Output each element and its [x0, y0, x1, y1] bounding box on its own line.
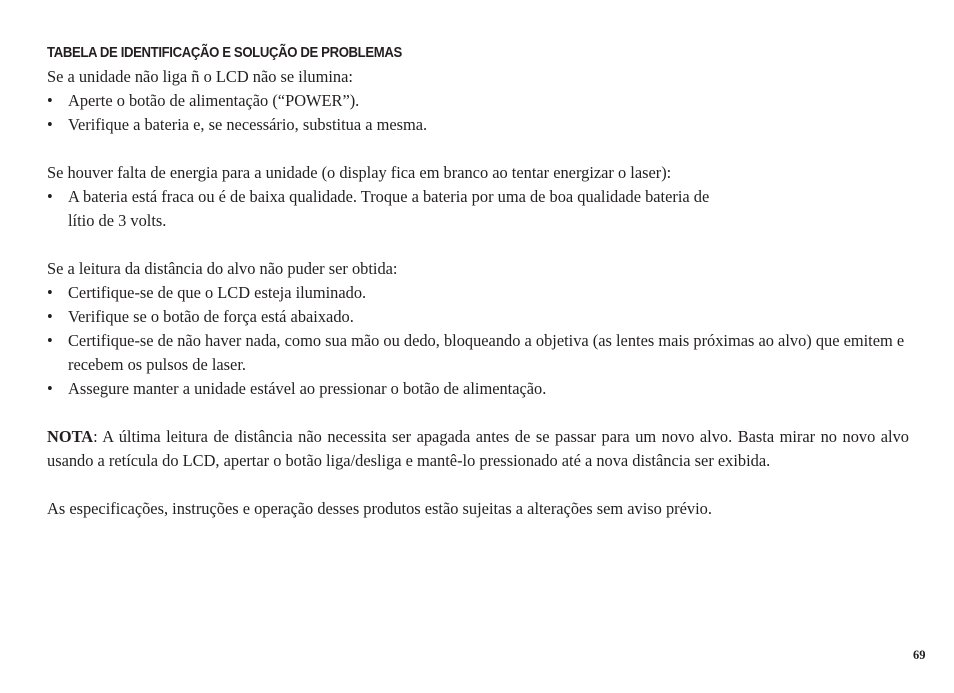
note-paragraph	[47, 425, 909, 473]
note-label: NOTA	[47, 427, 94, 446]
bullet-icon: •	[47, 187, 53, 206]
list-item	[47, 305, 909, 329]
section2-list	[47, 185, 737, 233]
section3-intro: Se a leitura da distância do alvo não puder ser obtida:	[47, 259, 398, 278]
bullet-icon: •	[47, 115, 53, 134]
page-number: 69	[913, 648, 926, 662]
spacer	[47, 137, 909, 161]
section-heading: TABELA DE IDENTIFICAÇÃO E SOLUÇÃO DE PROBLEMAS	[47, 45, 402, 61]
spacer	[47, 401, 909, 425]
bullet-icon: •	[47, 307, 53, 326]
spacer	[47, 473, 909, 497]
list-item-text: Aperte o botão de alimentação (“POWER”).	[68, 91, 360, 110]
list-item-text: A bateria está fraca ou é de baixa qualidade. Troque a bateria por uma de boa qualidade bateria de lítio de 3 volts.	[68, 187, 710, 230]
spacer	[47, 233, 909, 257]
list-item-text: Certifique-se de não haver nada, como sua mão ou dedo, bloqueando a objetiva (as lentes mais próximas ao alvo) que emitem e recebem os pulsos de laser.	[68, 331, 905, 374]
list-item	[47, 89, 909, 113]
list-item	[47, 185, 737, 233]
list-item-text: Certifique-se de que o LCD esteja iluminado.	[68, 283, 367, 302]
bullet-icon: •	[47, 283, 53, 302]
list-item	[47, 329, 909, 377]
list-item	[47, 377, 909, 401]
section1-list	[47, 89, 909, 137]
bullet-icon: •	[47, 379, 53, 398]
bullet-icon: •	[47, 91, 53, 110]
section3-list	[47, 281, 909, 401]
list-item-text: Verifique se o botão de força está abaixado.	[68, 307, 354, 326]
document-page	[47, 41, 909, 521]
list-item	[47, 281, 909, 305]
list-item-text: Verifique a bateria e, se necessário, substitua a mesma.	[68, 115, 428, 134]
disclaimer: As especificações, instruções e operação desses produtos estão sujeitas a alterações sem aviso prévio.	[47, 499, 712, 518]
section1-intro: Se a unidade não liga ñ o LCD não se ilumina:	[47, 67, 353, 86]
section2-intro: Se houver falta de energia para a unidade (o display fica em branco ao tentar energizar o laser):	[47, 163, 672, 182]
list-item-text: Assegure manter a unidade estável ao pressionar o botão de alimentação.	[68, 379, 547, 398]
list-item	[47, 113, 909, 137]
note-text: : A última leitura de distância não necessita ser apagada antes de se passar para um novo alvo. Basta mirar no novo alvo usando a retícula do LCD, apertar o botão liga/desliga e mantê-lo pressionado até a nova distância ser exibida.	[47, 427, 909, 470]
bullet-icon: •	[47, 331, 53, 350]
